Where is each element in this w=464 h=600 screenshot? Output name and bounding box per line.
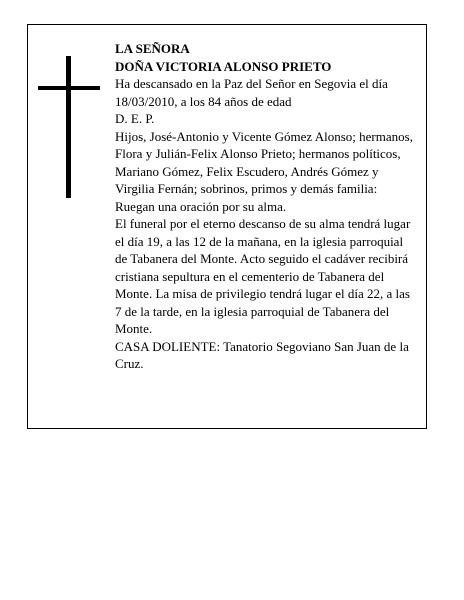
cross-horizontal-bar [38,86,100,90]
heading-title: LA SEÑORA [115,41,190,56]
family-list: Hijos, José-Antonio y Vicente Gómez Alonso; hermanos, Flora y Julián-Felix Alonso Prieto; hermanos políticos, Mariano Gómez, Felix Escudero, Andrés Gómez y Virgilia Fernán; sobrinos, primos y demás familia: [115,128,413,196]
cross-vertical-bar [66,56,71,198]
funeral-details: El funeral por el eterno descanso de su alma tendrá lugar el día 19, a las 12 de la mañana, en la iglesia parroquial de Tabanera del Monte. Acto seguido el cadáver recibirá cristiana sepultura en el cementerio de Tabanera del Monte. La misa de privilegio tendrá lugar el día 22, a las 7 de la tarde, en la iglesia parroquial de Tabanera del Monte. [115,216,411,336]
prayer-request: Ruegan una oración por su alma. [115,198,287,214]
dep-line: D. E. P. [115,111,155,126]
obituary-notice [27,24,427,429]
deceased-name: DOÑA VICTORIA ALONSO PRIETO [115,58,332,74]
death-announcement: Ha descansado en la Paz del Señor en Segovia el día 18/03/2010, a los 84 años de edad [115,76,388,109]
cross-icon [38,56,100,198]
obituary-text [115,40,416,373]
mourning-house: CASA DOLIENTE: Tanatorio Segoviano San Juan de la Cruz. [115,338,409,371]
